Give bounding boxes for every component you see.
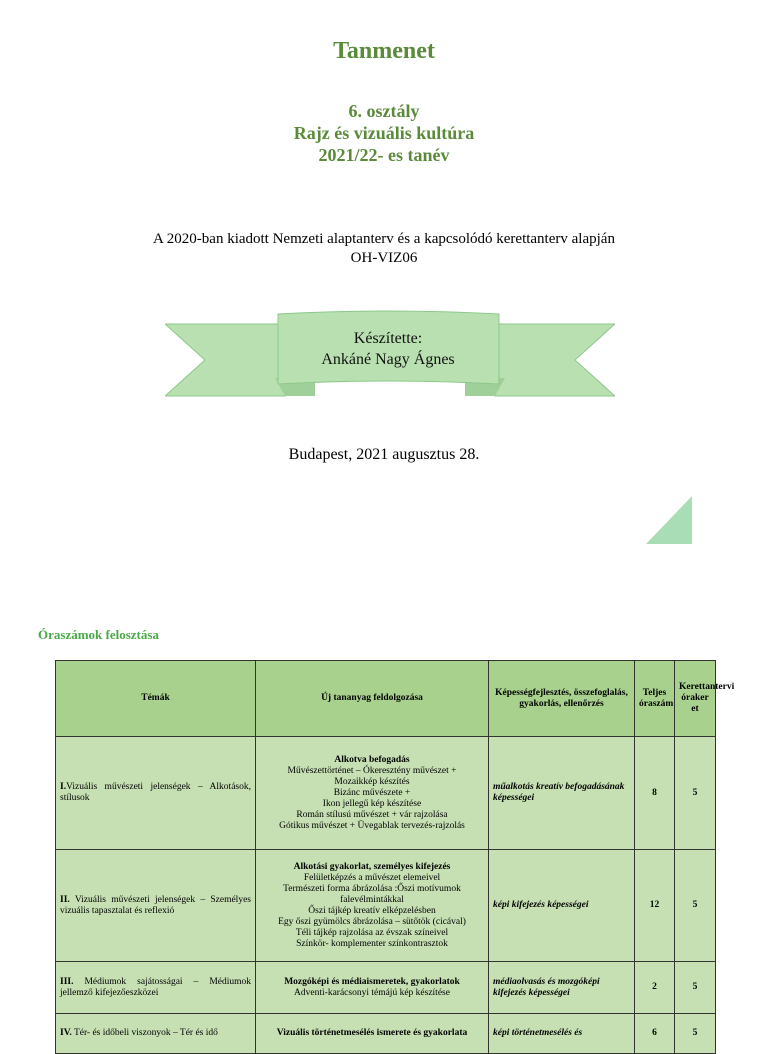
topic-cell: II. Vizuális művészeti jelenségek – Személyes vizuális tapasztalat és reflexió <box>56 850 256 962</box>
curriculum-code: OH-VIZ06 <box>350 250 418 266</box>
corner-triangle <box>646 496 692 544</box>
topic-cell: I.Vizuális művészeti jelenségek – Alkotások, stílusok <box>56 737 256 850</box>
school-year-line: 2021/22- es tanév <box>318 145 450 165</box>
total-hours: 8 <box>635 737 675 850</box>
table-header-row <box>56 661 716 737</box>
table-row <box>56 1014 716 1054</box>
header-topics: Témák <box>56 661 256 737</box>
header-new-material: Új tananyag feldolgozása <box>256 661 489 737</box>
skills-cell: médiaolvasás és mozgóképi kifejezés képességei <box>489 962 635 1014</box>
frame-hours: 5 <box>675 850 716 962</box>
table-row <box>56 850 716 962</box>
ribbon-left-tail <box>165 324 285 396</box>
skills-cell: műalkotás kreatív befogadásának képességei <box>489 737 635 850</box>
header-total: Teljes óraszám <box>635 661 675 737</box>
material-cell: Vizuális történetmesélés ismerete és gyakorlata <box>256 1014 489 1054</box>
place-date: Budapest, 2021 augusztus 28. <box>288 446 480 463</box>
subject-line: Rajz és vizuális kultúra <box>293 123 475 143</box>
topic-cell: IV. Tér- és időbeli viszonyok – Tér és idő <box>56 1014 256 1054</box>
material-cell: Alkotva befogadás Művészettörténet – Ókeresztény művészet + Mozaikkép készítés Bizánc művészete + Ikon jellegű kép készítése Román stílusú művészet + vár rajzolása Gótikus művészet + Üvegablak tervezés-rajzolás <box>256 737 489 850</box>
header-skills: Képességfejlesztés, összefoglalás, gyakorlás, ellenőrzés <box>489 661 635 737</box>
frame-hours: 5 <box>675 1014 716 1054</box>
curriculum-basis: A 2020-ban kiadott Nemzeti alaptanterv és a kapcsolódó kerettanterv alapján <box>153 231 615 247</box>
frame-hours: 5 <box>675 737 716 850</box>
skills-cell: képi kifejezés képességei <box>489 850 635 962</box>
header-frame: Kerettantervi óraker et <box>675 661 716 737</box>
topic-cell: III. Médiumok sajátosságai – Médiumok jellemző kifejezőeszközei <box>56 962 256 1014</box>
table-row <box>56 737 716 850</box>
grade-line: 6. osztály <box>348 101 420 121</box>
table-row <box>56 962 716 1014</box>
frame-hours: 5 <box>675 962 716 1014</box>
material-cell: Alkotási gyakorlat, személyes kifejezés Felületképzés a művészet elemeivel Természeti forma ábrázolása :Őszi motívumok falevélmintákkal Őszi tájkép kreatív elképzelésben Egy őszi gyümölcs ábrázolása – sütőtök (cicával) Téli tájkép rajzolása az évszak színeivel Színkör- komplementer színkontrasztok <box>256 850 489 962</box>
author-name: Ankáné Nagy Ágnes <box>321 351 455 368</box>
total-hours: 6 <box>635 1014 675 1054</box>
total-hours: 12 <box>635 850 675 962</box>
section-title: Óraszámok felosztása <box>38 627 159 642</box>
hours-table <box>55 660 735 1054</box>
ribbon-right-tail <box>495 324 615 396</box>
author-label: Készítette: <box>353 330 423 347</box>
document-title: Tanmenet <box>333 38 435 64</box>
total-hours: 2 <box>635 962 675 1014</box>
skills-cell: képi történetmesélés és <box>489 1014 635 1054</box>
material-cell: Mozgóképi és médiaismeretek, gyakorlatok Adventi-karácsonyi témájú kép készítése <box>256 962 489 1014</box>
